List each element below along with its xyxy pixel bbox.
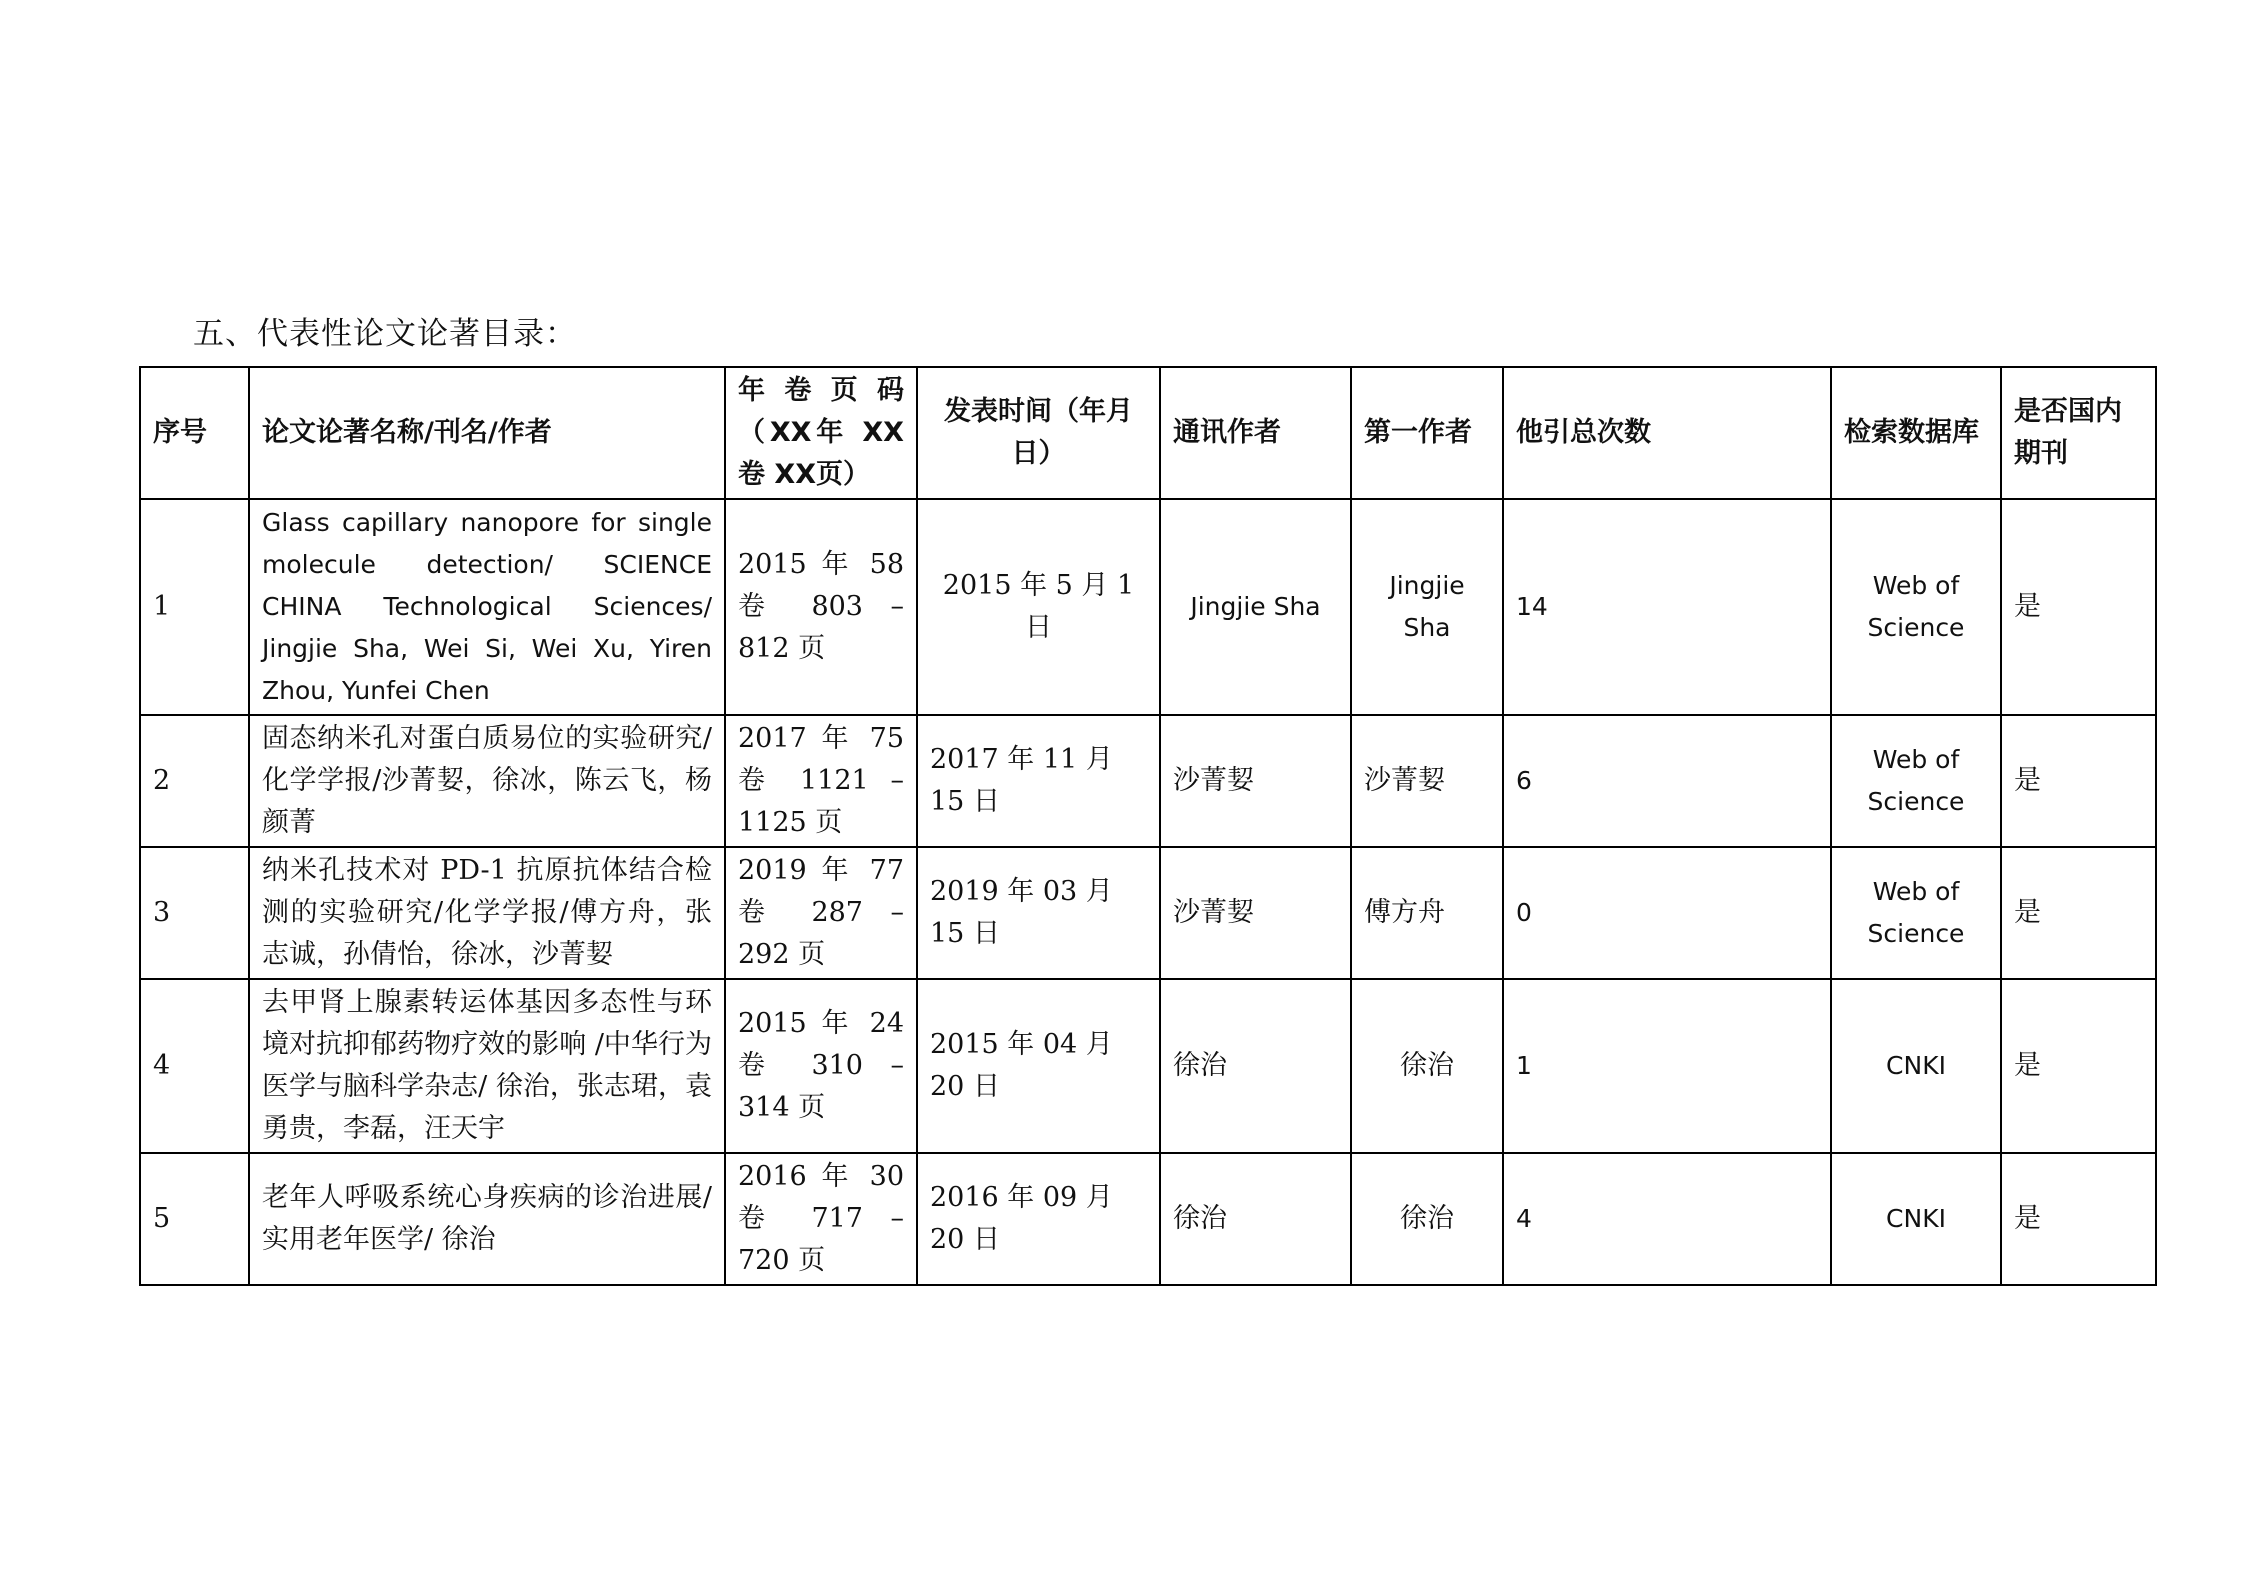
cell-database: CNKI [1831, 1153, 2001, 1285]
cell-date: 2015 年 5 月 1 日 [917, 499, 1160, 715]
cell-domestic: 是 [2001, 1153, 2156, 1285]
cell-title: 纳米孔技术对 PD-1 抗原抗体结合检测的实验研究/化学学报/傅方舟，张志诚，孙倩怡，徐冰，沙菁㛃 [249, 847, 725, 979]
cell-database: CNKI [1831, 979, 2001, 1153]
cell-corresponding: 徐治 [1160, 979, 1351, 1153]
cell-no: 1 [140, 499, 249, 715]
cell-corresponding: 沙菁㛃 [1160, 847, 1351, 979]
cell-date: 2019 年 03 月 15 日 [917, 847, 1160, 979]
header-database: 检索数据库 [1831, 367, 2001, 499]
cell-date: 2017 年 11 月 15 日 [917, 715, 1160, 847]
cell-first-author: Jingjie Sha [1351, 499, 1503, 715]
header-title: 论文论著名称/刊名/作者 [249, 367, 725, 499]
header-first-author: 第一作者 [1351, 367, 1503, 499]
cell-title: 老年人呼吸系统心身疾病的诊治进展/实用老年医学/ 徐治 [249, 1153, 725, 1285]
cell-database: Web of Science [1831, 499, 2001, 715]
cell-title: Glass capillary nanopore for single molecule detection/ SCIENCE CHINA Technological Sciences/ Jingjie Sha, Wei Si, Wei Xu, Yiren Zhou, Yunfei Chen [249, 499, 725, 715]
header-pages: 年卷页码（XX年 XX 卷 XX页） [725, 367, 917, 499]
cell-citations: 1 [1503, 979, 1831, 1153]
cell-pages: 2015 年 58 卷 803 – 812 页 [725, 499, 917, 715]
cell-citations: 0 [1503, 847, 1831, 979]
cell-corresponding: 沙菁㛃 [1160, 715, 1351, 847]
cell-title: 去甲肾上腺素转运体基因多态性与环境对抗抑郁药物疗效的影响 /中华行为医学与脑科学杂志/ 徐治，张志珺，袁勇贵，李磊，汪天宇 [249, 979, 725, 1153]
table-row [140, 499, 2156, 715]
cell-domestic: 是 [2001, 847, 2156, 979]
publication-table [139, 366, 2157, 1286]
cell-domestic: 是 [2001, 979, 2156, 1153]
table-row [140, 847, 2156, 979]
table-row [140, 715, 2156, 847]
cell-domestic: 是 [2001, 499, 2156, 715]
table-row [140, 979, 2156, 1153]
cell-pages: 2017 年 75 卷 1121 – 1125 页 [725, 715, 917, 847]
cell-citations: 6 [1503, 715, 1831, 847]
cell-database: Web of Science [1831, 715, 2001, 847]
cell-first-author: 傅方舟 [1351, 847, 1503, 979]
header-date: 发表时间（年月日） [917, 367, 1160, 499]
cell-pages: 2016 年 30 卷 717 – 720 页 [725, 1153, 917, 1285]
cell-first-author: 徐治 [1351, 979, 1503, 1153]
cell-no: 4 [140, 979, 249, 1153]
cell-domestic: 是 [2001, 715, 2156, 847]
table-header-row [140, 367, 2156, 499]
cell-date: 2015 年 04 月 20 日 [917, 979, 1160, 1153]
section-title: 五、代表性论文论著目录： [193, 316, 577, 352]
header-citations: 他引总次数 [1503, 367, 1831, 499]
cell-pages: 2015 年 24 卷 310 – 314 页 [725, 979, 917, 1153]
cell-database: Web of Science [1831, 847, 2001, 979]
cell-title: 固态纳米孔对蛋白质易位的实验研究/化学学报/沙菁㛃，徐冰，陈云飞，杨颜菁 [249, 715, 725, 847]
cell-corresponding: Jingjie Sha [1160, 499, 1351, 715]
cell-citations: 14 [1503, 499, 1831, 715]
cell-no: 5 [140, 1153, 249, 1285]
cell-citations: 4 [1503, 1153, 1831, 1285]
cell-first-author: 徐治 [1351, 1153, 1503, 1285]
cell-no: 3 [140, 847, 249, 979]
cell-corresponding: 徐治 [1160, 1153, 1351, 1285]
cell-first-author: 沙菁㛃 [1351, 715, 1503, 847]
cell-no: 2 [140, 715, 249, 847]
header-domestic: 是否国内期刊 [2001, 367, 2156, 499]
table-row [140, 1153, 2156, 1285]
cell-pages: 2019 年 77 卷 287 – 292 页 [725, 847, 917, 979]
cell-date: 2016 年 09 月 20 日 [917, 1153, 1160, 1285]
header-corresponding: 通讯作者 [1160, 367, 1351, 499]
header-no: 序号 [140, 367, 249, 499]
